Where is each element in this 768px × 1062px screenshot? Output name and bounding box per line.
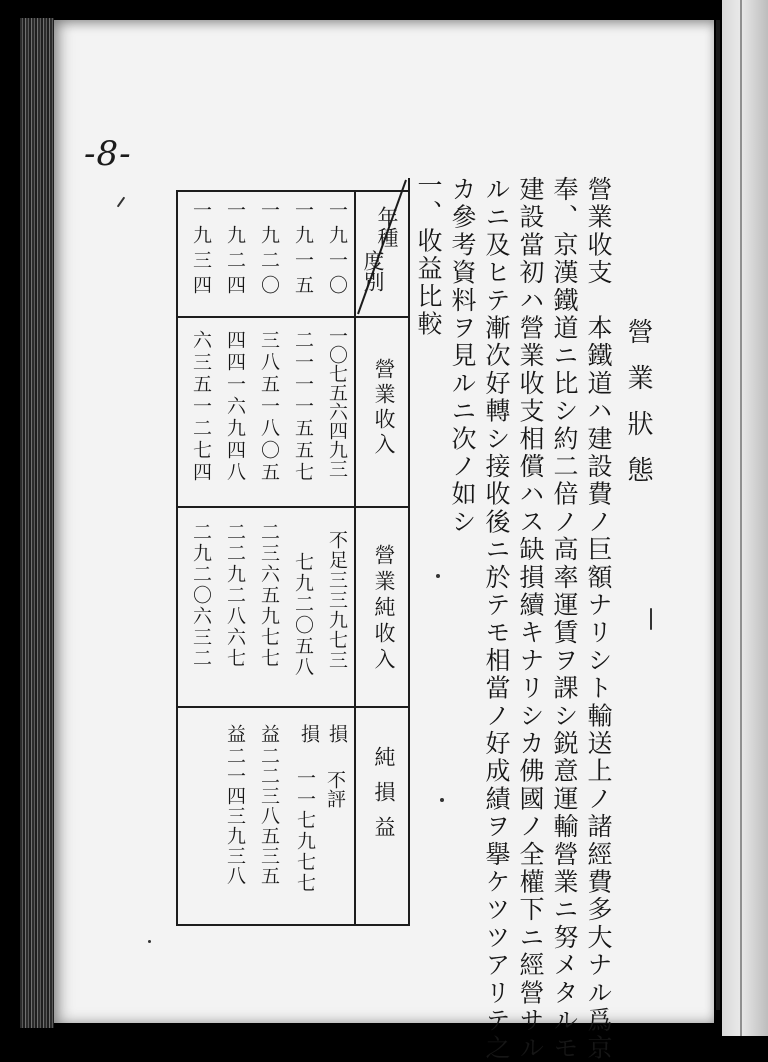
book-page — [54, 20, 714, 1023]
table-row-3-pl-label: 益 — [258, 724, 280, 743]
table-row-4-year: 一九二四 — [224, 200, 246, 300]
body-column-2: 奉、京漢鐵道ニ比シ約二倍ノ高率運賃ヲ課シ鋭意運輸營業ニ努メタルモ — [550, 176, 579, 1062]
body-column-6: 一、收益比較 — [414, 172, 443, 339]
body-column-4: ルニ及ヒテ漸次好轉シ接收後ニ於テモ相當ノ好成績ヲ擧ケツツアリテ之 — [482, 176, 511, 1062]
header-corner-bottom: 度別 — [361, 250, 385, 292]
table-row-3-year: 一九二〇 — [258, 200, 280, 300]
table-row-4-pl-label: 益 — [224, 724, 246, 743]
table-row-3-pl: 二二三八五三五 — [258, 746, 280, 886]
table-row-3-revenue: 三八五一八〇五 — [258, 330, 280, 484]
header-corner-top: 年種 — [375, 206, 399, 248]
next-page-edge — [722, 0, 768, 1036]
table-row-5-year: 一九三四 — [190, 200, 212, 300]
table-row-2-pl-label: 損 — [298, 724, 320, 743]
table-row-2-net-income: 七九二〇五八 — [292, 552, 314, 678]
table-row-1-revenue: 一〇七五六四九三 — [326, 326, 348, 478]
header-profit-loss: 純損益 — [372, 746, 396, 851]
page-edge — [716, 20, 720, 1010]
table-row-4-revenue: 四四一六九四八 — [224, 330, 246, 484]
section-title: 營業狀態 — [623, 318, 653, 502]
table-row-2-pl: 一一七九七七 — [294, 768, 316, 894]
page-number: -8- — [84, 134, 132, 174]
table-row-4-net-income: 二二九二八六七 — [224, 522, 246, 669]
table-row-2-revenue: 二一一一五五七 — [292, 330, 314, 484]
header-revenue: 營業收入 — [372, 358, 396, 458]
table-row-1-pl: 不評 — [324, 770, 346, 808]
table-row-4-pl: 二一四三九三八 — [224, 746, 246, 886]
table-row-5-net-income: 二九二〇六三二 — [190, 522, 212, 669]
body-column-1: 營業收支 本鐵道ハ建設費ノ巨額ナリシト輸送上ノ諸經費多大ナル爲京 — [584, 176, 613, 1062]
table-row-2-year: 一九一五 — [292, 200, 314, 300]
table-row-5-revenue: 六三五一二七四 — [190, 330, 212, 484]
table-row-1-net-income: 不足三三九七三 — [326, 530, 348, 670]
table-row-1-year: 一九一〇 — [326, 200, 348, 300]
table-row-3-net-income: 二三六五九七七 — [258, 522, 280, 669]
table-row-1-pl-label: 損 — [326, 724, 348, 743]
book-binding — [20, 18, 54, 1028]
header-diagonal — [354, 178, 410, 318]
header-net-income: 營業純收入 — [372, 544, 396, 674]
body-column-3: 建設當初ハ營業收支相償ハス缺損續キナリシカ佛國ノ全權下ニ經營サル — [516, 176, 545, 1062]
body-column-5: カ參考資料ヲ見ルニ次ノ如シ — [448, 176, 477, 537]
